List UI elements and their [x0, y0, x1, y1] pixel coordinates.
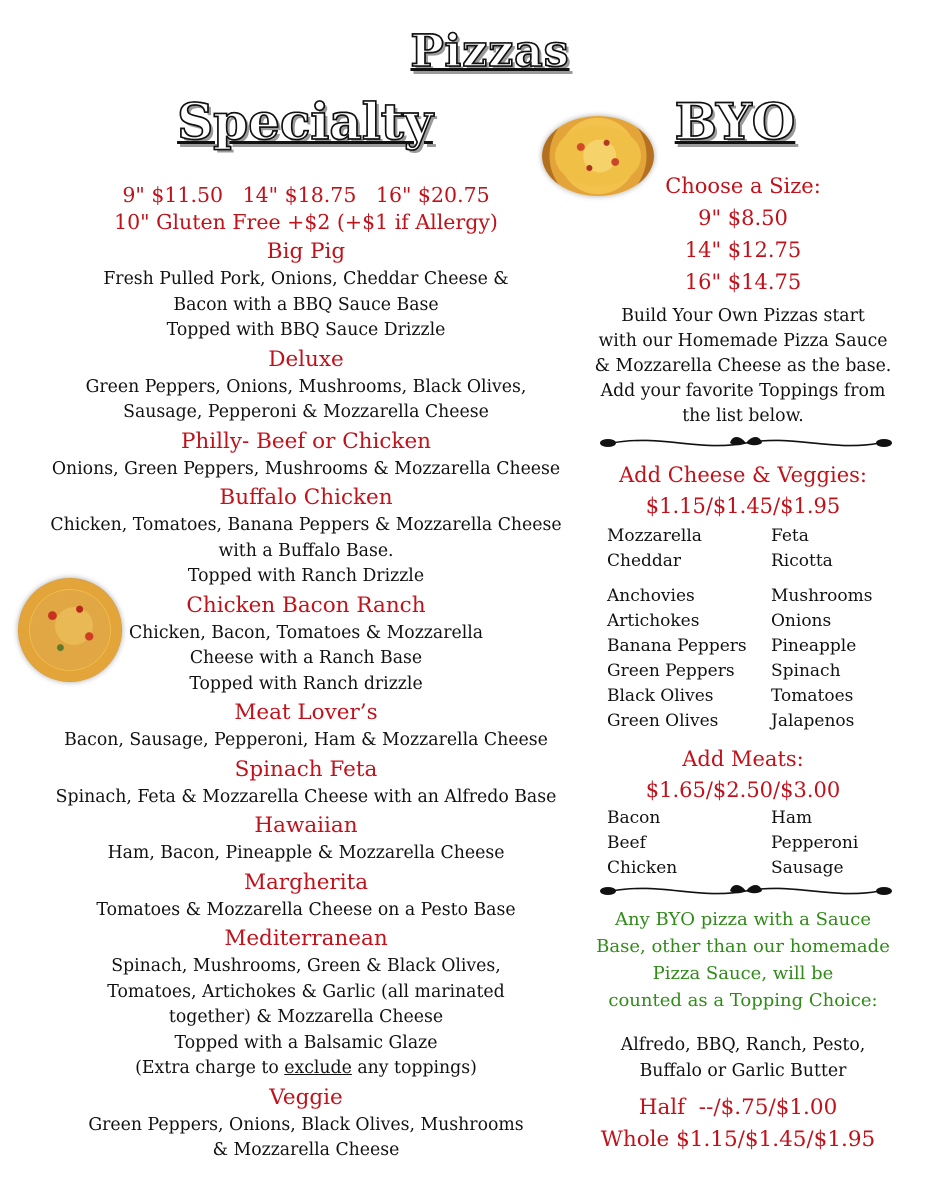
list-item: Green Peppers: [607, 661, 735, 681]
list-row: [607, 856, 907, 881]
list-row: [607, 609, 907, 634]
sauce-note-line: Any BYO pizza with a Sauce: [614, 909, 871, 930]
menu-item-desc: Bacon, Sausage, Pepperoni, Ham & Mozzarella Cheese: [64, 730, 548, 750]
flourish-divider: [600, 880, 892, 902]
list-item: Tomatoes: [771, 686, 854, 706]
list-row: [607, 524, 907, 549]
menu-item-name: Philly- Beef or Chicken: [180, 428, 432, 454]
meats-header: [578, 744, 908, 806]
menu-item-desc: Green Peppers, Onions, Black Olives, Mushrooms: [88, 1114, 524, 1135]
sauce-prices: [565, 1092, 911, 1156]
menu-item-desc: Topped with Ranch drizzle: [189, 673, 423, 694]
list-item: Pineapple: [771, 636, 857, 656]
list-row: [607, 806, 907, 831]
list-item: Artichokes: [607, 611, 700, 631]
whole-price: Whole $1.15/$1.45/$1.95: [600, 1127, 876, 1152]
menu-item-desc: Spinach, Mushrooms, Green & Black Olives,: [111, 956, 501, 976]
list-item: Spinach: [771, 661, 841, 681]
menu-item-name: Meat Lover’s: [234, 700, 378, 725]
menu-item-desc: Chicken, Tomatoes, Banana Peppers & Mozzarella Cheese: [50, 515, 562, 535]
size-price: 14" $12.75: [684, 238, 802, 262]
list-item: Jalapenos: [771, 711, 855, 731]
list-item: Ham: [771, 808, 813, 828]
menu-item-desc: Onions, Green Peppers, Mushrooms & Mozzarella Cheese: [51, 458, 561, 479]
menu-item-desc: Fresh Pulled Pork, Onions, Cheddar Cheese &: [103, 269, 509, 289]
sauce-list: [578, 1032, 908, 1084]
intro-line: the list below.: [682, 406, 804, 426]
specialty-size-prices: 9" $11.50 14" $18.75 16" $20.75: [122, 183, 490, 207]
byo-heading: BYO: [674, 92, 796, 151]
extra-note-underlined: exclude: [284, 1058, 352, 1078]
list-row: [607, 684, 907, 709]
sauce-note-line: Pizza Sauce, will be: [652, 963, 834, 984]
veggie-list: [607, 584, 907, 734]
sauce-note-line: Base, other than our homemade: [596, 936, 890, 957]
list-item: Bacon: [607, 808, 661, 828]
flourish-divider: [600, 432, 892, 454]
intro-line: & Mozzarella Cheese as the base.: [594, 356, 892, 376]
menu-item-desc: Topped with BBQ Sauce Drizzle: [166, 320, 446, 340]
cheese-veggies-header: [578, 460, 908, 522]
menu-item-name: Big Pig: [266, 239, 346, 264]
list-item: Ricotta: [771, 551, 833, 571]
list-item: Green Olives: [607, 711, 719, 731]
intro-line: Build Your Own Pizzas start: [621, 306, 865, 326]
menu-item-desc: Green Peppers, Onions, Mushrooms, Black Olives,: [85, 376, 527, 397]
menu-item-desc: Sausage, Pepperoni & Mozzarella Cheese: [123, 402, 489, 422]
list-row: [607, 831, 907, 856]
meats-heading: Add Meats:: [682, 747, 804, 771]
list-row: [607, 659, 907, 684]
list-item: Sausage: [771, 858, 844, 878]
extra-charge-note: [0, 1056, 612, 1082]
menu-item-desc: Chicken, Bacon, Tomatoes & Mozzarella: [128, 622, 484, 643]
extra-note-post: any toppings): [351, 1058, 477, 1078]
list-row: [607, 634, 907, 659]
specialty-heading: Specialty: [177, 92, 433, 151]
meat-list: [607, 806, 907, 881]
menu-item-desc: Bacon with a BBQ Sauce Base: [173, 294, 439, 315]
sauce-note: [570, 906, 916, 1014]
menu-item-desc: Spinach, Feta & Mozzarella Cheese with an Alfredo Base: [55, 786, 557, 807]
extra-note-pre: (Extra charge to: [135, 1058, 285, 1078]
menu-item-name: Margherita: [243, 869, 369, 895]
cheese-veggies-price: $1.15/$1.45/$1.95: [645, 494, 841, 518]
list-row: [607, 709, 907, 734]
list-row: [607, 584, 907, 609]
menu-item-desc: Tomatoes & Mozzarella Cheese on a Pesto Base: [96, 899, 516, 920]
menu-item-name: Mediterranean: [224, 926, 388, 951]
list-item: Pepperoni: [771, 833, 859, 853]
list-item: Beef: [607, 833, 646, 853]
intro-line: Add your favorite Toppings from: [600, 381, 886, 401]
menu-item-desc: & Mozzarella Cheese: [212, 1140, 400, 1160]
menu-item-desc: Ham, Bacon, Pineapple & Mozzarella Cheese: [107, 843, 505, 863]
menu-item-desc: together) & Mozzarella Cheese: [168, 1007, 444, 1027]
menu-item-name: Veggie: [269, 1084, 343, 1110]
menu-item-name: Deluxe: [268, 346, 344, 372]
menu-item-name: Spinach Feta: [234, 756, 378, 782]
byo-intro: [578, 304, 908, 429]
list-item: Cheddar: [607, 551, 682, 571]
specialty-section: [0, 182, 612, 1164]
page-title: Pizzas: [410, 26, 570, 77]
menu-item-name: Chicken Bacon Ranch: [186, 592, 426, 618]
size-price: 16" $14.75: [684, 270, 802, 294]
menu-item-name: Buffalo Chicken: [219, 485, 393, 510]
cheese-veggies-heading: Add Cheese & Veggies:: [619, 463, 867, 487]
menu-item-desc: Tomatoes, Artichokes & Garlic (all marinated: [107, 981, 505, 1002]
list-item: Anchovies: [607, 586, 695, 606]
list-item: Banana Peppers: [607, 636, 747, 656]
list-item: Onions: [771, 611, 832, 631]
gluten-free-note: 10" Gluten Free +$2 (+$1 if Allergy): [114, 210, 498, 234]
half-price: Half --/$.75/$1.00: [638, 1095, 838, 1120]
list-item: Chicken: [607, 858, 678, 878]
cheese-list: [607, 524, 907, 574]
sauce-note-line: counted as a Topping Choice:: [608, 990, 878, 1011]
list-item: Mozzarella: [607, 526, 702, 546]
list-item: Black Olives: [607, 686, 714, 706]
meats-price: $1.65/$2.50/$3.00: [645, 778, 841, 802]
menu-item-desc: Topped with a Balsamic Glaze: [174, 1032, 438, 1053]
size-price: 9" $8.50: [698, 206, 788, 230]
sauce-line: Alfredo, BBQ, Ranch, Pesto,: [620, 1035, 866, 1055]
menu-item-desc: Topped with Ranch Drizzle: [187, 566, 425, 586]
list-item: Feta: [771, 526, 809, 546]
menu-item-name: Hawaiian: [254, 813, 358, 838]
menu-item-desc: Cheese with a Ranch Base: [189, 648, 423, 668]
sauce-line: Buffalo or Garlic Butter: [639, 1061, 847, 1081]
size-heading: Choose a Size:: [665, 174, 821, 198]
byo-size-section: [578, 171, 908, 298]
intro-line: with our Homemade Pizza Sauce: [598, 331, 888, 351]
menu-item-desc: with a Buffalo Base.: [218, 540, 394, 561]
list-row: [607, 549, 907, 574]
list-item: Mushrooms: [771, 586, 873, 606]
